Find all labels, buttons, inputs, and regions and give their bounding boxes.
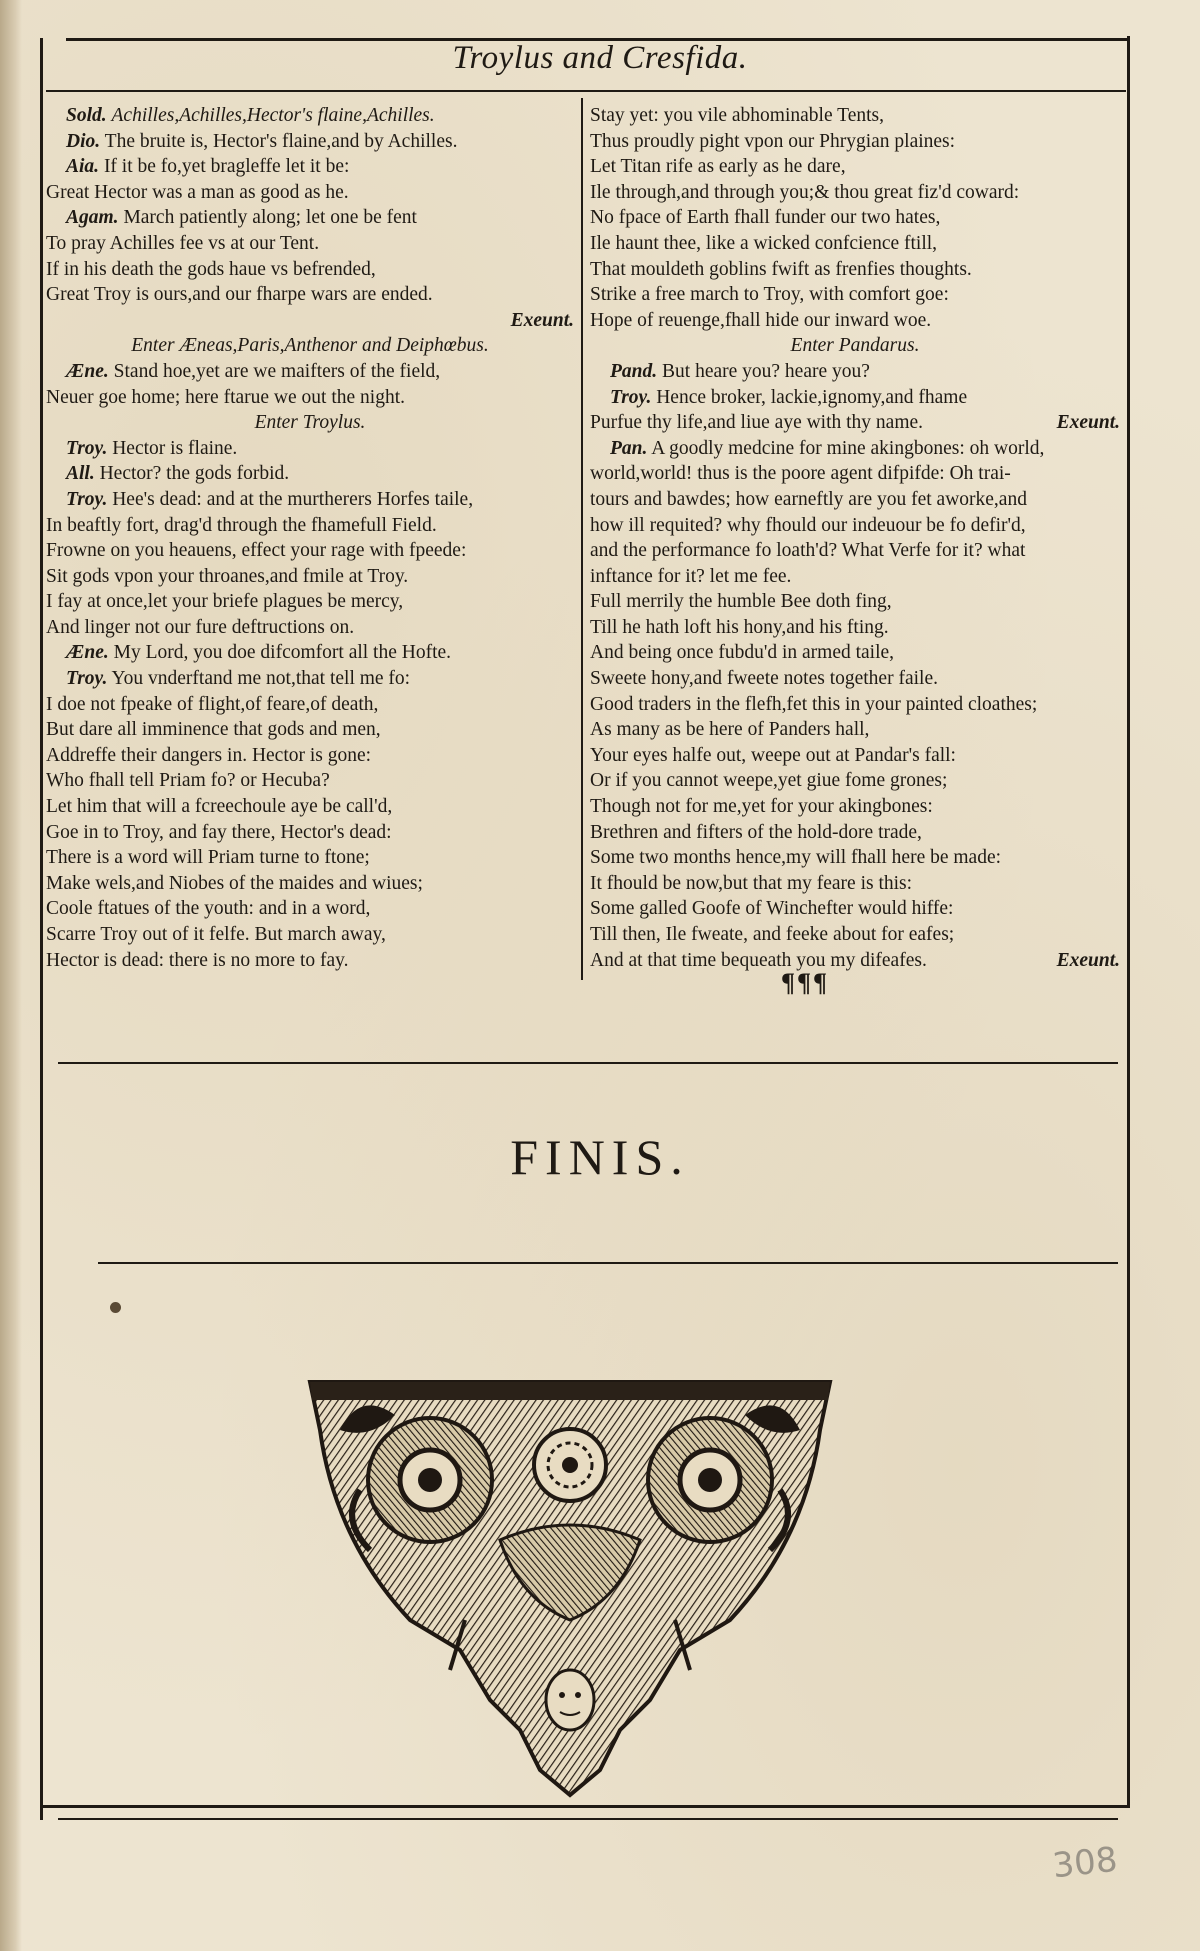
text-line xyxy=(46,948,574,974)
finis-heading: FINIS. xyxy=(510,1129,690,1185)
text-line xyxy=(46,257,574,283)
line-text: Sit gods vpon your throanes,and fmile at Troy. xyxy=(46,565,409,587)
line-text: If in his death the gods haue vs befrended, xyxy=(46,258,376,280)
line-text: Frowne on you heauens, effect your rage with fpeede: xyxy=(46,540,467,562)
speaker-prefix: Troy. xyxy=(610,386,652,408)
line-text: Coole ftatues of the youth: and in a word, xyxy=(46,898,371,920)
speaker-prefix: Troy. xyxy=(66,668,108,690)
line-text: It fhould be now,but that my feare is this: xyxy=(590,872,913,894)
text-line xyxy=(46,589,574,615)
line-text: Though not for me,yet for your akingbones: xyxy=(590,796,933,818)
left-text-column xyxy=(46,103,574,973)
text-line xyxy=(590,717,1120,743)
text-line xyxy=(590,257,1120,283)
stage-direction xyxy=(46,333,574,359)
line-text: In beaftly fort, drag'd through the fhamefull Field. xyxy=(46,514,437,536)
line-text: Hector is dead: there is no more to fay. xyxy=(46,949,349,971)
line-text: No fpace of Earth fhall funder our two hates, xyxy=(590,207,941,229)
text-line xyxy=(590,308,1120,334)
speaker-prefix: Æne. xyxy=(66,642,109,664)
line-text: As many as be here of Panders hall, xyxy=(590,719,870,741)
line-text: Full merrily the humble Bee doth fing, xyxy=(590,591,892,613)
line-text: Great Hector was a man as good as he. xyxy=(46,181,349,203)
line-text: There is a word will Priam turne to ftone; xyxy=(46,847,370,869)
speaker-prefix: Dio. xyxy=(66,130,101,152)
text-line xyxy=(46,487,574,513)
text-line xyxy=(590,461,1120,487)
binding-gutter xyxy=(0,0,22,1951)
text-line xyxy=(590,640,1120,666)
text-line xyxy=(590,180,1120,206)
speaker-prefix: All. xyxy=(66,463,95,485)
finis-top-rule xyxy=(58,1062,1118,1064)
text-line xyxy=(46,103,574,129)
text-line xyxy=(46,385,574,411)
line-text: A goodly medcine for mine akingbones: oh world, xyxy=(651,437,1045,459)
stage-direction xyxy=(46,410,574,436)
text-line xyxy=(590,666,1120,692)
line-text: But dare all imminence that gods and men, xyxy=(46,719,381,741)
line-text: Enter Æneas,Paris,Anthenor and Deiphœbus. xyxy=(131,335,489,357)
text-line xyxy=(46,231,574,257)
text-line xyxy=(46,717,574,743)
finis-bottom-rule xyxy=(98,1262,1118,1264)
text-line xyxy=(590,845,1120,871)
frame-left-border xyxy=(40,38,43,1820)
line-text: Let Titan rife as early as he dare, xyxy=(590,156,846,178)
text-line xyxy=(590,513,1120,539)
text-line xyxy=(46,615,574,641)
line-text: Ile haunt thee, like a wicked confcience ftill, xyxy=(590,232,938,254)
exit-direction: Exeunt. xyxy=(1056,949,1120,971)
line-text: My Lord, you doe difcomfort all the Hofte. xyxy=(113,642,452,664)
text-line xyxy=(590,154,1120,180)
text-line xyxy=(46,896,574,922)
text-line xyxy=(590,410,1120,436)
line-text: Who fhall tell Priam fo? or Hecuba? xyxy=(46,770,330,792)
line-text: Make wels,and Niobes of the maides and wiues; xyxy=(46,872,423,894)
frame-right-border xyxy=(1127,36,1130,1806)
line-text: Strike a free march to Troy, with comfort goe: xyxy=(590,284,949,306)
line-text: Brethren and fifters of the hold-dore trade, xyxy=(590,821,922,843)
text-line xyxy=(46,666,574,692)
stage-direction xyxy=(590,333,1120,359)
line-text: That mouldeth goblins fwift as frenfies thoughts. xyxy=(590,258,972,280)
exit-direction: Exeunt. xyxy=(510,309,574,331)
text-line xyxy=(590,820,1120,846)
line-text: And at that time bequeath you my difeafes. xyxy=(590,949,927,971)
line-text: Scarre Troy out of it felfe. But march away, xyxy=(46,924,386,945)
header-rule xyxy=(46,90,1126,92)
line-text: Stand hoe,yet are we maifters of the field, xyxy=(113,360,441,382)
text-line xyxy=(46,154,574,180)
text-line xyxy=(590,794,1120,820)
text-line xyxy=(590,538,1120,564)
text-line xyxy=(590,692,1120,718)
text-line xyxy=(46,871,574,897)
line-text: tours and bawdes; how earneftly are you fet aworke,and xyxy=(590,488,1027,510)
line-text: Sweete hony,and fweete notes together faile. xyxy=(590,668,938,690)
text-line xyxy=(590,359,1120,385)
text-line xyxy=(46,180,574,206)
right-text-column xyxy=(590,103,1120,973)
line-text: Hope of reuenge,fhall hide our inward woe. xyxy=(590,309,932,331)
line-text: inftance for it? let me fee. xyxy=(590,565,792,587)
speaker-prefix: Troy. xyxy=(66,488,108,510)
line-text: Goe in to Troy, and fay there, Hector's dead: xyxy=(46,821,392,843)
line-text: The bruite is, Hector's flaine,and by Achilles. xyxy=(104,130,458,152)
text-line xyxy=(590,922,1120,948)
speaker-prefix: Sold. xyxy=(66,105,107,126)
text-line xyxy=(590,589,1120,615)
line-text: Ile through,and through you;& thou great fiz'd coward: xyxy=(590,181,1020,203)
line-text: And linger not our fure deftructions on. xyxy=(46,616,355,638)
line-text: Stay yet: you vile abhominable Tents, xyxy=(590,105,884,126)
line-text: world,world! thus is the poore agent difpifde: Oh trai- xyxy=(590,463,1011,485)
line-text: You vnderftand me not,that tell me fo: xyxy=(111,668,411,690)
line-text: Some two months hence,my will fhall here be made: xyxy=(590,847,1002,869)
speaker-prefix: Agam. xyxy=(66,207,119,229)
pilcrow-marks: ¶¶¶ xyxy=(780,968,830,997)
line-text: Let him that will a fcreechoule aye be call'd, xyxy=(46,796,393,818)
text-line xyxy=(46,768,574,794)
line-text: I fay at once,let your briefe plagues be mercy, xyxy=(46,591,404,613)
text-line xyxy=(46,820,574,846)
bottom-rule-upper xyxy=(40,1805,1130,1808)
line-text: Purfue thy life,and liue aye with thy name. xyxy=(590,412,924,434)
text-line xyxy=(46,743,574,769)
speaker-prefix: Pan. xyxy=(610,437,648,459)
line-text: Till then, Ile fweate, and feeke about for eafes; xyxy=(590,924,955,945)
text-line xyxy=(46,461,574,487)
text-line xyxy=(590,231,1120,257)
line-text: Addreffe their dangers in. Hector is gone: xyxy=(46,744,372,766)
text-line xyxy=(46,282,574,308)
line-text: and the performance fo loath'd? What Verfe for it? what xyxy=(590,540,1026,562)
line-text: Enter Troylus. xyxy=(254,412,366,434)
woodcut-tailpiece-ornament-icon xyxy=(300,1370,840,1800)
bottom-rule-lower xyxy=(58,1818,1118,1820)
line-text: Some galled Goofe of Winchefter would hiffe: xyxy=(590,898,954,920)
text-line xyxy=(590,103,1120,129)
exit-direction: Exeunt. xyxy=(1056,412,1120,434)
running-header-title: Troylus and Cresfida. xyxy=(452,40,748,76)
line-text: Hee's dead: and at the murtherers Horfes taile, xyxy=(112,488,474,510)
text-line xyxy=(46,205,574,231)
text-line xyxy=(590,743,1120,769)
text-line xyxy=(590,385,1120,411)
line-text: Or if you cannot weepe,yet giue fome grones; xyxy=(590,770,948,792)
text-line xyxy=(590,615,1120,641)
line-text: And being once fubdu'd in armed taile, xyxy=(590,642,895,664)
text-line xyxy=(46,794,574,820)
line-text: March patiently along; let one be fent xyxy=(123,207,417,229)
text-line xyxy=(46,129,574,155)
text-line xyxy=(590,564,1120,590)
line-text: I doe not fpeake of flight,of feare,of death, xyxy=(46,693,379,715)
line-text: Enter Pandarus. xyxy=(790,335,920,357)
text-line xyxy=(46,640,574,666)
text-line xyxy=(590,436,1120,462)
text-line xyxy=(46,845,574,871)
text-line xyxy=(590,129,1120,155)
text-line xyxy=(590,487,1120,513)
line-text: To pray Achilles fee vs at our Tent. xyxy=(46,232,320,254)
line-text: Good traders in the flefh,fet this in your painted cloathes; xyxy=(590,693,1038,715)
text-line xyxy=(46,538,574,564)
line-text: Till he hath loft his hony,and his fting. xyxy=(590,616,889,638)
line-text: Your eyes halfe out, weepe out at Pandar's fall: xyxy=(590,744,956,766)
ink-spot xyxy=(110,1302,121,1313)
text-line xyxy=(46,692,574,718)
line-text: Hector is flaine. xyxy=(112,437,238,459)
text-line xyxy=(46,513,574,539)
line-text: Hector? the gods forbid. xyxy=(99,463,290,485)
text-line xyxy=(46,564,574,590)
text-line xyxy=(46,308,574,334)
text-line xyxy=(590,768,1120,794)
text-line xyxy=(46,359,574,385)
text-line xyxy=(590,282,1120,308)
line-text: Hence broker, lackie,ignomy,and fhame xyxy=(656,386,968,408)
line-text: Neuer goe home; here ftarue we out the night. xyxy=(46,386,405,408)
speaker-prefix: Aia. xyxy=(66,156,100,178)
text-line xyxy=(590,871,1120,897)
speaker-prefix: Æne. xyxy=(66,360,109,382)
line-text: Thus proudly pight vpon our Phrygian plaines: xyxy=(590,130,956,152)
line-text: Achilles,Achilles,Hector's flaine,Achilles. xyxy=(111,105,435,126)
text-line xyxy=(46,922,574,948)
text-line xyxy=(590,205,1120,231)
line-text: Great Troy is ours,and our fharpe wars are ended. xyxy=(46,284,433,306)
speaker-prefix: Troy. xyxy=(66,437,108,459)
speaker-prefix: Pand. xyxy=(610,360,658,382)
page-number: 308 xyxy=(1050,1839,1120,1887)
text-line xyxy=(46,436,574,462)
line-text: how ill requited? why fhould our indeuour be fo defir'd, xyxy=(590,514,1026,536)
line-text: But heare you? heare you? xyxy=(662,360,870,382)
line-text: If it be fo,yet bragleffe let it be: xyxy=(103,156,350,178)
text-line xyxy=(590,896,1120,922)
column-divider xyxy=(581,98,583,980)
